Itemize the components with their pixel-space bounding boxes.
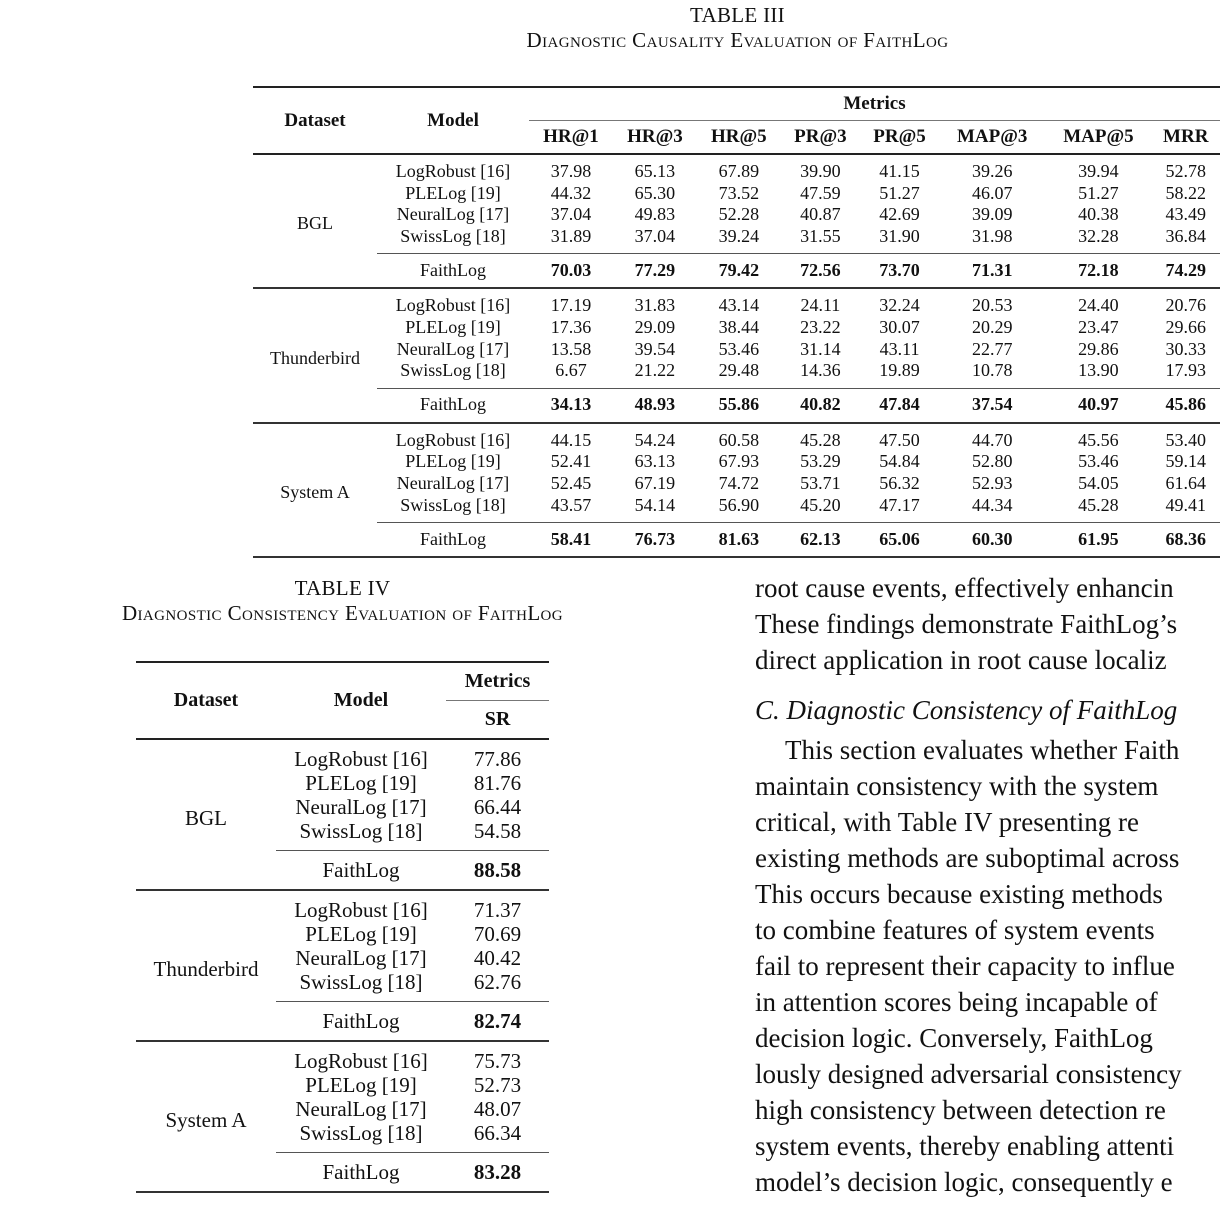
- model-cell: PLELog [19]: [405, 182, 501, 203]
- model-cell-faithlog: FaithLog: [276, 1002, 446, 1042]
- best-value-cell: 81.63: [697, 523, 781, 558]
- best-value-cell: 74.29: [1152, 254, 1221, 289]
- metric-value-cell: 31.89: [550, 225, 592, 246]
- text-line: maintain consistency with the system: [755, 771, 1159, 801]
- metric-value-cell: 29.48: [718, 360, 760, 381]
- model-cell: SwissLog [18]: [299, 1121, 423, 1145]
- text-line: existing methods are suboptimal across: [755, 843, 1180, 873]
- table-4-caption: [40, 576, 645, 626]
- metric-value-cell: 39.09: [971, 204, 1013, 225]
- metric-value-cell: 52.78: [1165, 161, 1206, 181]
- metric-value-cell: 53.46: [1078, 451, 1119, 472]
- metric-value-cell: 39.54: [634, 338, 676, 359]
- metric-value-cell: 29.66: [1165, 316, 1206, 337]
- metric-value-cell: 53.71: [800, 472, 841, 493]
- model-cell: LogRobust [16]: [294, 1049, 428, 1073]
- model-cell: LogRobust [16]: [395, 161, 511, 181]
- metric-value-cell: 40.42: [473, 946, 522, 970]
- metric-value-cell: 43.57: [550, 494, 592, 515]
- metric-value-cell: 52.80: [971, 451, 1013, 472]
- metric-value-cell: 47.50: [879, 429, 920, 450]
- col-header-pr-at-3: PR@3: [794, 126, 847, 147]
- metric-value-cell: 37.04: [634, 225, 676, 246]
- metric-value-cell: 37.04: [550, 204, 592, 225]
- table-4: [136, 661, 549, 1193]
- metric-value-cell: 39.94: [1078, 161, 1119, 181]
- col-header-map-at-3: MAP@3: [957, 126, 1028, 147]
- metric-value-cell: 47.59: [800, 182, 841, 203]
- best-value-cell: 55.86: [697, 388, 781, 423]
- best-value-cell: 73.70: [860, 254, 939, 289]
- table-row: [253, 423, 1220, 452]
- model-cell: NeuralLog [17]: [396, 472, 510, 493]
- model-cell: PLELog [19]: [305, 771, 417, 795]
- dataset-cell: System A: [136, 1041, 276, 1192]
- metric-value-cell: 49.83: [634, 204, 676, 225]
- model-cell: LogRobust [16]: [294, 898, 428, 922]
- metric-value-cell: 21.22: [634, 360, 676, 381]
- col-header-dataset: Dataset: [284, 109, 346, 131]
- best-value-cell: 82.74: [446, 1002, 549, 1042]
- metric-value-cell: 10.78: [971, 360, 1013, 381]
- text-line: This section evaluates whether Faith: [785, 735, 1180, 765]
- dataset-cell: BGL: [253, 154, 377, 288]
- metric-value-cell: 39.90: [800, 161, 841, 181]
- table-row-faithlog: [253, 388, 1220, 423]
- metric-value-cell: 47.17: [879, 494, 920, 515]
- metric-value-cell: 23.47: [1078, 316, 1119, 337]
- metric-value-cell: 62.76: [473, 970, 522, 994]
- dataset-cell: System A: [253, 423, 377, 557]
- metric-value-cell: 52.45: [550, 472, 592, 493]
- text-line: root cause events, effectively enhancin: [755, 573, 1174, 603]
- metric-value-cell: 17.93: [1165, 360, 1206, 381]
- col-header-mrr: MRR: [1163, 126, 1209, 147]
- best-value-cell: 45.86: [1152, 388, 1221, 423]
- metric-value-cell: 40.38: [1078, 204, 1119, 225]
- metric-value-cell: 39.24: [718, 225, 760, 246]
- text-line: direct application in root cause localiz: [755, 645, 1167, 675]
- metric-value-cell: 54.05: [1078, 472, 1119, 493]
- model-cell-faithlog: FaithLog: [377, 523, 529, 558]
- table-row: [253, 451, 1220, 473]
- metric-value-cell: 71.37: [473, 898, 522, 922]
- metric-value-cell: 19.89: [879, 360, 920, 381]
- best-value-cell: 88.58: [446, 851, 549, 891]
- metric-value-cell: 20.76: [1165, 295, 1206, 316]
- metric-value-cell: 52.41: [550, 451, 592, 472]
- metric-value-cell: 45.20: [800, 494, 841, 515]
- best-value-cell: 72.56: [781, 254, 860, 289]
- metric-value-cell: 66.44: [473, 795, 522, 819]
- metric-value-cell: 52.73: [473, 1073, 522, 1097]
- model-cell: NeuralLog [17]: [396, 204, 510, 225]
- table-row: [253, 495, 1220, 523]
- metric-value-cell: 44.34: [971, 494, 1013, 515]
- model-cell: LogRobust [16]: [294, 747, 428, 771]
- metric-value-cell: 65.13: [634, 161, 676, 181]
- metric-value-cell: 31.90: [879, 225, 920, 246]
- model-cell: NeuralLog [17]: [396, 338, 510, 359]
- metric-value-cell: 44.32: [550, 182, 592, 203]
- model-cell-faithlog: FaithLog: [276, 851, 446, 891]
- best-value-cell: 79.42: [697, 254, 781, 289]
- table-row: [136, 890, 549, 922]
- dataset-cell: Thunderbird: [136, 890, 276, 1041]
- metric-value-cell: 43.11: [879, 338, 920, 359]
- metric-value-cell: 44.15: [550, 429, 592, 450]
- model-cell: SwissLog [18]: [400, 225, 506, 246]
- model-cell: NeuralLog [17]: [295, 795, 427, 819]
- metric-value-cell: 67.89: [718, 161, 760, 181]
- metric-value-cell: 49.41: [1165, 494, 1206, 515]
- best-value-cell: 68.36: [1152, 523, 1221, 558]
- table-row: [253, 204, 1220, 226]
- metric-value-cell: 45.28: [1078, 494, 1119, 515]
- metric-value-cell: 20.29: [971, 316, 1013, 337]
- metric-value-cell: 81.76: [473, 771, 522, 795]
- col-header-pr-at-5: PR@5: [873, 126, 926, 147]
- col-header-hr-at-3: HR@3: [627, 126, 683, 147]
- metric-value-cell: 51.27: [879, 182, 920, 203]
- metric-value-cell: 65.30: [634, 182, 676, 203]
- metric-value-cell: 37.98: [550, 161, 592, 181]
- metric-value-cell: 17.36: [550, 316, 592, 337]
- text-line: high consistency between detection re: [755, 1095, 1166, 1125]
- metric-value-cell: 56.32: [879, 472, 920, 493]
- model-cell: SwissLog [18]: [400, 494, 506, 515]
- metric-value-cell: 31.83: [634, 295, 676, 316]
- text-line: These findings demonstrate FaithLog’s: [755, 609, 1178, 639]
- best-value-cell: 48.93: [613, 388, 697, 423]
- metric-value-cell: 59.14: [1165, 451, 1206, 472]
- metric-value-cell: 31.98: [971, 225, 1013, 246]
- metric-value-cell: 67.19: [634, 472, 676, 493]
- metric-value-cell: 42.69: [879, 204, 920, 225]
- metric-value-cell: 53.40: [1165, 429, 1206, 450]
- metric-value-cell: 63.13: [634, 451, 676, 472]
- metric-value-cell: 58.22: [1165, 182, 1206, 203]
- metric-value-cell: 56.90: [718, 494, 760, 515]
- col-header-model: Model: [427, 109, 479, 131]
- text-line: to combine features of system events: [755, 915, 1155, 945]
- table-row: [253, 288, 1220, 317]
- text-line: This occurs because existing methods: [755, 879, 1163, 909]
- metric-value-cell: 6.67: [555, 360, 587, 381]
- model-cell: SwissLog [18]: [299, 970, 423, 994]
- table-row: [253, 183, 1220, 205]
- table-3-label: TABLE III: [690, 3, 785, 27]
- table-3-title: Diagnostic Causality Evaluation of FaithLog: [526, 28, 949, 53]
- best-value-cell: 83.28: [446, 1153, 549, 1193]
- metric-value-cell: 70.69: [473, 922, 522, 946]
- best-value-cell: 47.84: [860, 388, 939, 423]
- metric-value-cell: 13.90: [1078, 360, 1119, 381]
- table-row-faithlog: [253, 523, 1220, 558]
- metric-value-cell: 61.64: [1165, 472, 1206, 493]
- table-row: [253, 473, 1220, 495]
- metric-value-cell: 38.44: [718, 316, 760, 337]
- metric-value-cell: 46.07: [971, 182, 1013, 203]
- metric-value-cell: 29.09: [634, 316, 676, 337]
- best-value-cell: 62.13: [781, 523, 860, 558]
- model-cell: NeuralLog [17]: [295, 1097, 427, 1121]
- col-header-model: Model: [333, 689, 389, 711]
- metric-value-cell: 32.24: [879, 295, 920, 316]
- table-row: [253, 154, 1220, 183]
- col-header-sr: SR: [484, 708, 511, 730]
- metric-value-cell: 73.52: [718, 182, 760, 203]
- metric-value-cell: 51.27: [1078, 182, 1119, 203]
- metric-value-cell: 43.14: [718, 295, 760, 316]
- metric-value-cell: 53.46: [718, 338, 760, 359]
- model-cell-faithlog: FaithLog: [276, 1153, 446, 1193]
- metric-value-cell: 20.53: [971, 295, 1013, 316]
- table-3-caption: [250, 3, 1225, 53]
- best-value-cell: 40.97: [1045, 388, 1151, 423]
- metric-value-cell: 32.28: [1078, 225, 1119, 246]
- paragraph-diagnostic-consistency: [755, 732, 1225, 1200]
- model-cell: PLELog [19]: [305, 1073, 417, 1097]
- best-value-cell: 34.13: [529, 388, 613, 423]
- metric-value-cell: 29.86: [1078, 338, 1119, 359]
- metric-value-cell: 54.84: [879, 451, 920, 472]
- best-value-cell: 70.03: [529, 254, 613, 289]
- metric-value-cell: 13.58: [550, 338, 592, 359]
- table-3: [253, 86, 1220, 558]
- dataset-cell: Thunderbird: [253, 288, 377, 422]
- text-line: system events, thereby enabling attenti: [755, 1131, 1175, 1161]
- metric-value-cell: 60.58: [718, 429, 760, 450]
- model-cell: SwissLog [18]: [299, 819, 423, 843]
- metric-value-cell: 44.70: [971, 429, 1013, 450]
- model-cell-faithlog: FaithLog: [377, 254, 529, 289]
- best-value-cell: 60.30: [939, 523, 1045, 558]
- metric-value-cell: 74.72: [718, 472, 760, 493]
- text-line: model’s decision logic, consequently e: [755, 1167, 1173, 1197]
- metric-value-cell: 52.28: [718, 204, 760, 225]
- metric-value-cell: 54.14: [634, 494, 676, 515]
- table-row: [136, 739, 549, 771]
- metric-value-cell: 45.56: [1078, 429, 1119, 450]
- paragraph-root-cause-summary: [755, 570, 1225, 678]
- metric-value-cell: 77.86: [473, 747, 522, 771]
- col-header-dataset: Dataset: [173, 689, 239, 711]
- metric-value-cell: 30.07: [879, 316, 920, 337]
- best-value-cell: 72.18: [1045, 254, 1151, 289]
- model-cell: PLELog [19]: [405, 316, 501, 337]
- metric-value-cell: 31.55: [800, 225, 841, 246]
- dataset-cell: BGL: [136, 739, 276, 890]
- model-cell: PLELog [19]: [305, 922, 417, 946]
- col-header-map-at-5: MAP@5: [1063, 126, 1134, 147]
- table-row-faithlog: [253, 254, 1220, 289]
- metric-value-cell: 43.49: [1165, 204, 1206, 225]
- metric-value-cell: 52.93: [971, 472, 1013, 493]
- model-cell: LogRobust [16]: [395, 429, 511, 450]
- section-heading: C. Diagnostic Consistency of FaithLog: [755, 695, 1178, 725]
- table-4-label: TABLE IV: [294, 576, 391, 600]
- metric-value-cell: 24.40: [1078, 295, 1119, 316]
- table-row: [253, 360, 1220, 388]
- table-row: [136, 1041, 549, 1073]
- metric-value-cell: 48.07: [473, 1097, 522, 1121]
- metric-value-cell: 39.26: [971, 161, 1013, 181]
- text-line: in attention scores being incapable of: [755, 987, 1158, 1017]
- metric-value-cell: 41.15: [879, 161, 920, 181]
- best-value-cell: 40.82: [781, 388, 860, 423]
- metric-value-cell: 14.36: [800, 360, 841, 381]
- metric-value-cell: 54.24: [634, 429, 676, 450]
- best-value-cell: 61.95: [1045, 523, 1151, 558]
- metric-value-cell: 45.28: [800, 429, 841, 450]
- metric-value-cell: 75.73: [473, 1049, 522, 1073]
- metric-value-cell: 31.14: [800, 338, 841, 359]
- metric-value-cell: 40.87: [800, 204, 841, 225]
- col-header-hr-at-1: HR@1: [543, 126, 599, 147]
- best-value-cell: 77.29: [613, 254, 697, 289]
- model-cell-faithlog: FaithLog: [377, 388, 529, 423]
- text-line: critical, with Table IV presenting re: [755, 807, 1139, 837]
- table-row: [253, 317, 1220, 339]
- table-row: [253, 339, 1220, 361]
- best-value-cell: 65.06: [860, 523, 939, 558]
- best-value-cell: 37.54: [939, 388, 1045, 423]
- model-cell: NeuralLog [17]: [295, 946, 427, 970]
- metric-value-cell: 17.19: [550, 295, 592, 316]
- text-line: decision logic. Conversely, FaithLog: [755, 1023, 1153, 1053]
- metric-value-cell: 66.34: [473, 1121, 522, 1145]
- body-text-column: [755, 570, 1225, 1200]
- metric-value-cell: 54.58: [473, 819, 522, 843]
- model-cell: PLELog [19]: [405, 451, 501, 472]
- table-row: [253, 226, 1220, 254]
- metric-value-cell: 53.29: [800, 451, 841, 472]
- text-line: fail to represent their capacity to influe: [755, 951, 1175, 981]
- metric-value-cell: 22.77: [971, 338, 1013, 359]
- metric-value-cell: 24.11: [800, 295, 841, 316]
- table-3-grid: [253, 86, 1220, 558]
- model-cell: SwissLog [18]: [400, 360, 506, 381]
- metric-value-cell: 30.33: [1165, 338, 1206, 359]
- best-value-cell: 58.41: [529, 523, 613, 558]
- text-line: lously designed adversarial consistency: [755, 1059, 1182, 1089]
- model-cell: LogRobust [16]: [395, 295, 511, 316]
- metric-value-cell: 23.22: [800, 316, 841, 337]
- metric-value-cell: 67.93: [718, 451, 760, 472]
- table-4-grid: [136, 661, 549, 1193]
- best-value-cell: 71.31: [939, 254, 1045, 289]
- col-header-hr-at-5: HR@5: [711, 126, 767, 147]
- col-header-metrics-group: Metrics: [529, 87, 1220, 121]
- col-header-metrics-group: Metrics: [446, 662, 549, 701]
- metric-value-cell: 36.84: [1165, 225, 1206, 246]
- table-4-title: Diagnostic Consistency Evaluation of FaithLog: [121, 601, 564, 626]
- best-value-cell: 76.73: [613, 523, 697, 558]
